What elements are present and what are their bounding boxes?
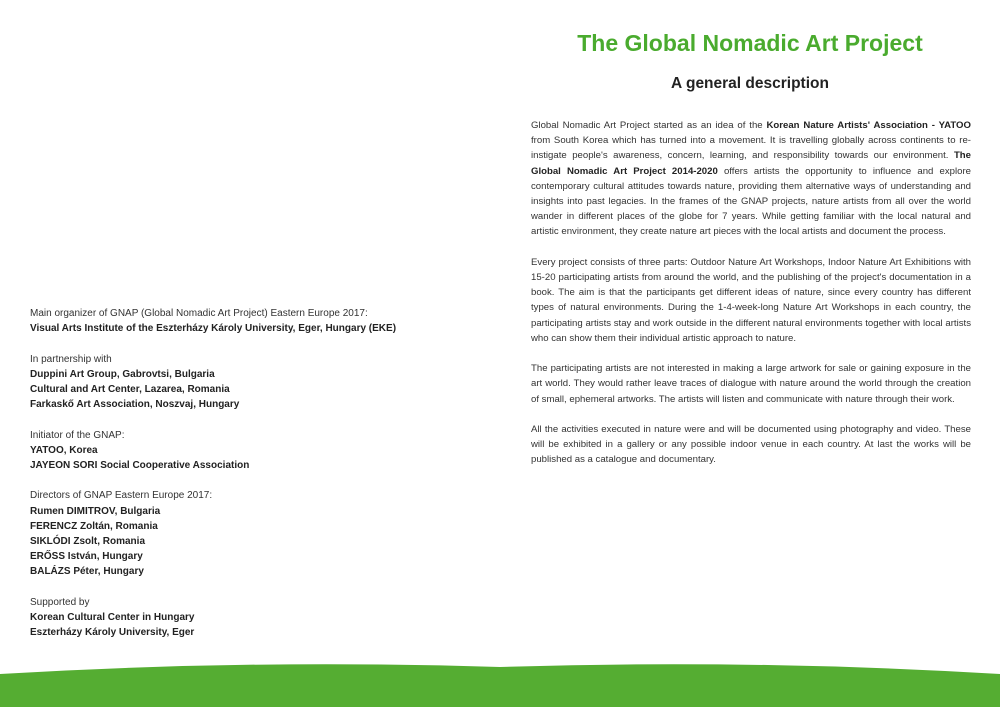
description-paragraph-3: The participating artists are not interested in making a large artwork for sale or gaining exposure in the art world. They would rather leave traces of dialogue with nature around the world through the creation of small, ephemeral artworks. The artists will listen and communicate with nature through their work. bbox=[531, 363, 971, 405]
wave-shape bbox=[0, 664, 1000, 707]
supporter-item: Korean Cultural Center in Hungary bbox=[30, 612, 195, 623]
supporter-item: Eszterházy Károly University, Eger bbox=[30, 627, 195, 639]
paragraph-bold-text: The Global Nomadic Art Project 2014-2020 bbox=[531, 150, 971, 177]
supported-label: Supported by bbox=[30, 596, 90, 608]
partnership-block bbox=[30, 352, 450, 413]
description-column bbox=[531, 118, 971, 483]
paragraph-text: offers artists the opportunity to influence and explore contemporary cultural attitudes towards nature, providing them alternative ways of understanding and insights into past legacies. In the frames of the GNAP projects, nature artists from all over the world wander in different places of the globe for 7 years. While getting familiar with the local natural and artistic environment, they create nature art pieces with the local artists and document the process. bbox=[531, 165, 971, 238]
description-paragraph-4: All the activities executed in nature were and will be documented using photography and video. These will be exhibited in a gallery or any possible indoor venue in each country. At last the works will be published as a catalogue and documentary. bbox=[531, 424, 971, 466]
credits-column bbox=[30, 306, 450, 656]
initiator-item: JAYEON SORI Social Cooperative Association bbox=[30, 460, 250, 471]
initiator-item: YATOO, Korea bbox=[30, 444, 98, 456]
directors-label: Directors of GNAP Eastern Europe 2017: bbox=[30, 490, 213, 502]
green-wave-footer bbox=[0, 657, 1000, 707]
director-item: ERŐSS István, Hungary bbox=[30, 551, 143, 563]
director-item: FERENCZ Zoltán, Romania bbox=[30, 520, 158, 532]
partner-item: Farkaskő Art Association, Noszvaj, Hungary bbox=[30, 399, 240, 411]
director-item: BALÁZS Péter, Hungary bbox=[30, 566, 144, 578]
organizer-block bbox=[30, 306, 450, 336]
paragraph-bold-text: Korean Nature Artists' Association - YATOO bbox=[766, 120, 971, 131]
partner-item: Cultural and Art Center, Lazarea, Romania bbox=[30, 384, 230, 395]
initiator-label: Initiator of the GNAP: bbox=[30, 429, 125, 441]
organizer-label: Main organizer of GNAP (Global Nomadic Art Project) Eastern Europe 2017: bbox=[30, 308, 368, 319]
page-subtitle: A general description bbox=[671, 75, 829, 92]
description-paragraph-1 bbox=[531, 118, 971, 240]
initiator-block bbox=[30, 428, 450, 474]
directors-block bbox=[30, 488, 450, 579]
director-item: SIKLÓDI Zsolt, Romania bbox=[30, 536, 146, 547]
paragraph-text: from South Korea which has turned into a movement. It is travelling globally across continents to re-instigate people's awareness, concern, learning, and responsibility towards our environment. bbox=[531, 135, 971, 162]
supporters-block bbox=[30, 595, 450, 641]
partner-item: Duppini Art Group, Gabrovtsi, Bulgaria bbox=[30, 368, 215, 380]
partnership-label: In partnership with bbox=[30, 353, 112, 365]
organizer-name: Visual Arts Institute of the Eszterházy Károly University, Eger, Hungary (EKE) bbox=[30, 323, 397, 335]
page-title: The Global Nomadic Art Project bbox=[577, 30, 923, 56]
description-paragraph-2: Every project consists of three parts: Outdoor Nature Art Workshops, Indoor Nature Art Exhibitions with 15-20 participating artists from around the world, and the publishing of the project's documentation in a book. The aim is that the participants get different ideas of nature, since every country has different types of natural environments. During the 1-4-week-long Nature Art Workshops in each country, the participating artists stay and work outside in the different natural environments together with local artists who can show them their individual artistic approach to nature. bbox=[531, 256, 971, 344]
paragraph-text: Global Nomadic Art Project started as an idea of the bbox=[531, 120, 767, 131]
director-item: Rumen DIMITROV, Bulgaria bbox=[30, 505, 161, 517]
